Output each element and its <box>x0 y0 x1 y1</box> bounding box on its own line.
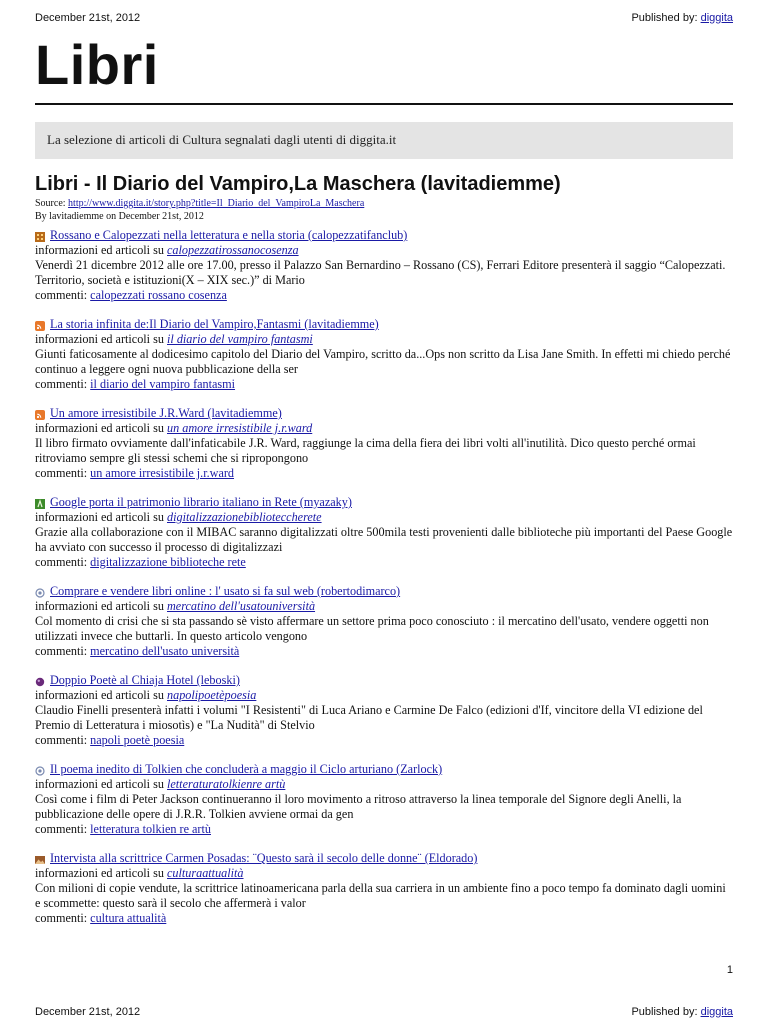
entry-title-link[interactable]: Intervista alla scrittrice Carmen Posadas: ¨Questo sarà il secolo delle donne¨ (Eldorado) <box>50 851 478 865</box>
purple-dot-icon <box>35 676 45 686</box>
entry-title-link[interactable]: La storia infinita de:Il Diario del Vampiro,Fantasmi (lavitadiemme) <box>50 317 379 331</box>
entry-tags-line <box>35 332 733 347</box>
source-label: Source: <box>35 198 66 209</box>
rss-icon <box>35 409 45 419</box>
entry-comments-label: commenti: <box>35 555 88 569</box>
entry-excerpt: Il libro firmato ovviamente dall'infaticabile J.R. Ward, raggiunge la cima della fiera dei libri volti all'inutilità. Dico questo perché ormai ritroviamo sempre gli stessi schemi che si ripropongono <box>35 436 696 465</box>
entry-title-link[interactable]: Doppio Poetè al Chiaja Hotel (leboski) <box>50 673 240 687</box>
entry-comments-line <box>35 555 733 570</box>
entry-excerpt: Col momento di crisi che si sta passando sè visto affermare un settore prima poco conosciuto : il mercatino dell'usato, vendere oggetti non utilizzati invece che buttarli. In questo articolo vengono <box>35 614 709 643</box>
entry-tag-link[interactable]: un amore irresistibile j.r.ward <box>167 421 313 435</box>
footer-publisher-link[interactable]: diggita <box>700 1006 733 1018</box>
intro-banner <box>35 122 733 159</box>
entry-tag-link[interactable]: napolipoetèpoesia <box>167 688 257 702</box>
entry-title-link[interactable]: Comprare e vendere libri online : l' usato si fa sul web (robertodimarco) <box>50 584 401 598</box>
footer-date: December 21st, 2012 <box>35 1006 141 1018</box>
entry-excerpt: Claudio Finelli presenterà infatti i volumi "I Resistenti" di Luca Ariano e Carmine De Falco (edizioni d'If, vincitore della VI edizione del Premio di Letteratura i miosotìs) e "La Nudità" di Stelvio <box>35 703 703 732</box>
entry-item <box>35 406 733 481</box>
entry-tags-label: informazioni ed articoli su <box>35 421 164 435</box>
entry-tags-line <box>35 777 733 792</box>
entry-comments-label: commenti: <box>35 466 88 480</box>
header-date: December 21st, 2012 <box>35 12 141 24</box>
entry-comments-label: commenti: <box>35 733 88 747</box>
entry-title-line <box>35 851 733 866</box>
entry-comments-label: commenti: <box>35 644 88 658</box>
entry-comments-link[interactable]: mercatino dell'usato università <box>90 644 240 658</box>
entry-item <box>35 851 733 926</box>
entry-comments-line <box>35 644 733 659</box>
rss-icon <box>35 320 45 330</box>
entry-tags-label: informazioni ed articoli su <box>35 688 164 702</box>
entry-tags-line <box>35 510 733 525</box>
entry-title-link[interactable]: Google porta il patrimonio librario italiano in Rete (myazaky) <box>50 495 352 509</box>
title-divider <box>35 103 733 105</box>
entry-tags-label: informazioni ed articoli su <box>35 243 164 257</box>
entry-tags-line <box>35 243 733 258</box>
entry-comments-label: commenti: <box>35 288 88 302</box>
entry-comments-link[interactable]: cultura attualità <box>90 911 167 925</box>
page-footer <box>35 1006 733 1020</box>
entry-excerpt: Così come i film di Peter Jackson continueranno il loro movimento a ritroso attraverso la linea temporale del Signore degli Anelli, la pubblicazione delle opere di J.R.R. Tolkien avviene ormai da gen <box>35 792 682 821</box>
entry-excerpt: Grazie alla collaborazione con il MIBAC saranno digitalizzati oltre 500mila testi provenienti dalle biblioteche più importanti del Paese Google ha avviato con successo il processo di digitalizzazi <box>35 525 733 554</box>
intro-banner-text: La selezione di articoli di Cultura segnalati dagli utenti di diggita.it <box>47 132 397 147</box>
entry-comments-link[interactable]: un amore irresistibile j.r.ward <box>90 466 235 480</box>
entry-comments-link[interactable]: il diario del vampiro fantasmi <box>90 377 236 391</box>
entry-item <box>35 317 733 392</box>
entry-comments-line <box>35 466 733 481</box>
entry-tags-line <box>35 866 733 881</box>
entry-title-link[interactable]: Rossano e Calopezzati nella letteratura e nella storia (calopezzatifanclub) <box>50 228 408 242</box>
entry-comments-line <box>35 911 733 926</box>
entry-comments-link[interactable]: calopezzati rossano cosenza <box>90 288 227 302</box>
page-number: 1 <box>726 964 733 976</box>
page-title: Libri <box>35 33 159 96</box>
article-byline: By lavitadiemme on December 21st, 2012 <box>35 211 204 222</box>
entry-comments-line <box>35 822 733 837</box>
entry-item <box>35 495 733 570</box>
entry-comments-link[interactable]: letteratura tolkien re artù <box>90 822 211 836</box>
entry-comments-line <box>35 288 733 303</box>
entry-title-link[interactable]: Un amore irresistibile J.R.Ward (lavitadiemme) <box>50 406 282 420</box>
header-publisher <box>631 12 733 24</box>
entry-comments-label: commenti: <box>35 377 88 391</box>
entry-tags-label: informazioni ed articoli su <box>35 599 164 613</box>
source-link[interactable]: http://www.diggita.it/story.php?title=Il_Diario_del_VampiroLa_Maschera <box>68 198 365 209</box>
entry-tags-label: informazioni ed articoli su <box>35 332 164 346</box>
ring-icon <box>35 765 45 775</box>
entry-list <box>35 228 733 926</box>
entry-title-line <box>35 495 733 510</box>
header-publisher-label: Published by: <box>631 12 698 24</box>
entry-excerpt: Giunti faticosamente al dodicesimo capitolo del Diario del Vampiro, scritto da...Ops non scritto da Lisa Jane Smith. In effetti mi chiedo perché continuo a leggere ogni nuova pubblicazione della ser <box>35 347 731 376</box>
entry-comments-label: commenti: <box>35 822 88 836</box>
entry-tag-link[interactable]: calopezzatirossanocosenza <box>167 243 299 257</box>
entry-tags-label: informazioni ed articoli su <box>35 510 164 524</box>
entry-tags-label: informazioni ed articoli su <box>35 777 164 791</box>
entry-tag-link[interactable]: il diario del vampiro fantasmi <box>167 332 313 346</box>
entry-tags-line <box>35 421 733 436</box>
article-source <box>35 198 733 210</box>
entry-item <box>35 584 733 659</box>
photo-icon <box>35 854 45 864</box>
entry-title-line <box>35 406 733 421</box>
entry-comments-link[interactable]: napoli poetè poesia <box>90 733 185 747</box>
article-title: Libri - Il Diario del Vampiro,La Maschera (lavitadiemme) <box>35 173 561 195</box>
entry-comments-link[interactable]: digitalizzazione biblioteche rete <box>90 555 246 569</box>
footer-publisher-label: Published by: <box>631 1006 698 1018</box>
entry-excerpt: Venerdì 21 dicembre 2012 alle ore 17.00, presso il Palazzo San Bernardino – Rossano (CS), Ferrari Editore presenterà il saggio “Calopezzati. Territorio, società e istituzioni(X – XIX sec.)” di Mario <box>35 258 726 287</box>
entry-title-link[interactable]: Il poema inedito di Tolkien che concluderà a maggio il Ciclo arturiano (Zarlock) <box>50 762 443 776</box>
entry-tag-link[interactable]: letteraturatolkienre artù <box>167 777 286 791</box>
entry-title-line <box>35 584 733 599</box>
entry-tag-link[interactable]: culturaattualità <box>167 866 244 880</box>
entry-title-line <box>35 673 733 688</box>
entry-item <box>35 762 733 837</box>
grid-icon <box>35 231 45 241</box>
entry-title-line <box>35 228 733 243</box>
entry-excerpt: Con milioni di copie vendute, la scrittrice latinoamericana parla della sua carriera in un ambiente fino a poco tempo fa dominato dagli uomini e scommette: questo sarà il secolo che affermerà i valor <box>35 881 726 910</box>
main-content <box>35 170 733 926</box>
ring-icon <box>35 587 45 597</box>
entry-title-line <box>35 317 733 332</box>
entry-tags-line <box>35 688 733 703</box>
entry-item <box>35 673 733 748</box>
entry-title-line <box>35 762 733 777</box>
entry-comments-label: commenti: <box>35 911 88 925</box>
entry-comments-line <box>35 377 733 392</box>
entry-comments-line <box>35 733 733 748</box>
entry-tag-link[interactable]: digitalizzazionebiblioteccherete <box>167 510 322 524</box>
entry-tag-link[interactable]: mercatino dell'usatouniversità <box>167 599 316 613</box>
entry-item <box>35 228 733 303</box>
green-square-icon <box>35 498 45 508</box>
footer-publisher <box>631 1006 733 1018</box>
entry-tags-line <box>35 599 733 614</box>
header-publisher-link[interactable]: diggita <box>700 12 733 24</box>
page-header <box>35 12 733 26</box>
entry-tags-label: informazioni ed articoli su <box>35 866 164 880</box>
